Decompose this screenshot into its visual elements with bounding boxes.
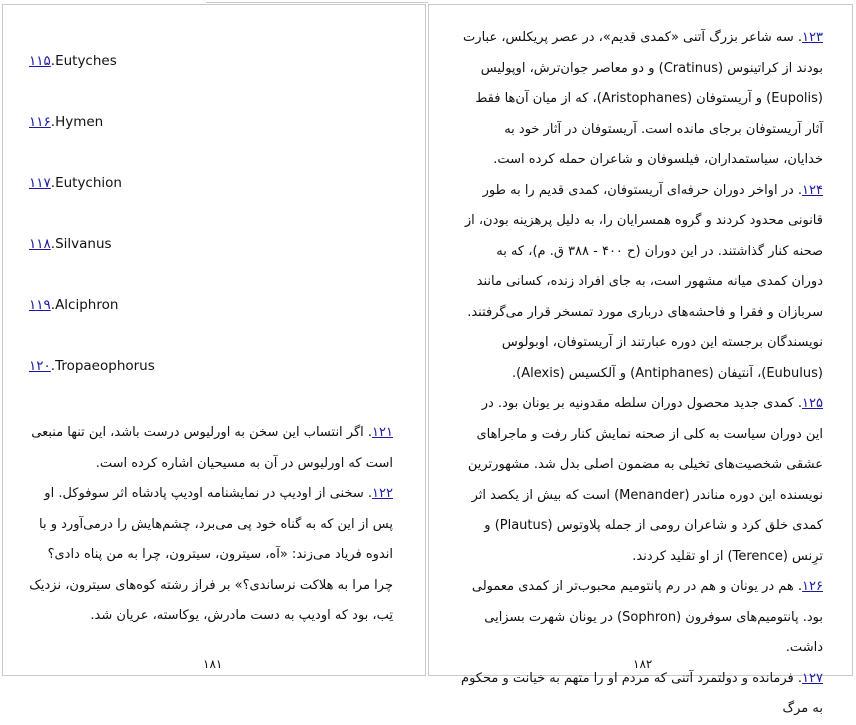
note-name: Tropaeophorus	[55, 358, 155, 374]
note-link[interactable]: ۱۲۳	[802, 30, 823, 45]
note-text: سه شاعر بزرگ آتنی «کمدی قدیم»، در عصر پریکلس، عبارت بودند از کراتینوس (Cratinus) و دو معاصر جوان‌ترش، اوپولیس (Eupolis) و آریستوفان (Aristophanes)، که از میان آن‌ها فقط آثار آریستوفان برجای مانده است. آریستوفان در آثار خود به خدایان، سیاستمداران، فیلسوفان و شاعران حمله کرده است.	[463, 30, 823, 167]
note-124: ۱۲۴. در اواخر دوران حرفه‌ای آریستوفان، کمدی قدیم را به طور قانونی محدود کردند و گروه همسرایان را، به دلیل پرهزینه بودن، از صحنه کنار گذاشتند. در این دوران (ح ۴۰۰ - ۳۸۸ ق. م)، که به دوران کمدی میانه مشهور است، به جای افراد زنده، کسانی مانند سربازان و فقرا و فاحشه‌های درباری مورد تمسخر قرار می‌گرفتند. نویسندگان برجسته این دوره عبارتند از آریستوفان، اوبولوس (Eubulus)، آنتیفان (Antiphanes) و آلکسیس (Alexis).	[464, 182, 823, 381]
name-note-117: ۱۱۷.Eutychion	[29, 175, 122, 191]
note-link[interactable]: ۱۱۶	[29, 114, 51, 130]
note-link[interactable]: ۱۲۱	[372, 425, 393, 440]
note-123: ۱۲۳. سه شاعر بزرگ آتنی «کمدی قدیم»، در عصر پریکلس، عبارت بودند از کراتینوس (Cratinus) و دو معاصر جوان‌ترش، اوپولیس (Eupolis) و آریستوفان (Aristophanes)، که از میان آن‌ها فقط آثار آریستوفان برجای مانده است. آریستوفان در آثار خود به خدایان، سیاستمداران، فیلسوفان و شاعران حمله کرده است.	[463, 30, 823, 167]
name-note-120: ۱۲۰.Tropaeophorus	[29, 358, 155, 374]
note-name: Alciphron	[55, 297, 119, 313]
name-note-118: ۱۱۸.Silvanus	[29, 236, 112, 252]
note-text: اگر انتساب این سخن به اورلیوس درست باشد، این تنها منبعی است که اورلیوس در آن به مسیحیان اشاره کرده است.	[31, 425, 393, 471]
note-name: Hymen	[55, 114, 104, 130]
note-121: ۱۲۱. اگر انتساب این سخن به اورلیوس درست باشد، این تنها منبعی است که اورلیوس در آن به مسیحیان اشاره کرده است.	[31, 425, 393, 471]
note-name: Eutychion	[55, 175, 122, 191]
note-text: کمدی جدید محصول دوران سلطه مقدونیه بر یونان بود. در این دوران سیاست به کلی از صحنه نمایش کنار رفت و ماجراهای عشقی شخصیت‌های تخیلی به مضمون اصلی بدل شد. مشهورترین نویسنده این دوره مناندر (Menander) است که بیش از یکصد اثر کمدی خلق کرد و شاعران رومی از جمله پلاوتوس (Plautus) و ترِنس (Terence) از او تقلید کردند.	[467, 396, 823, 564]
note-link[interactable]: ۱۲۰	[29, 358, 51, 374]
note-link[interactable]: ۱۲۷	[802, 670, 823, 686]
note-125: ۱۲۵. کمدی جدید محصول دوران سلطه مقدونیه بر یونان بود. در این دوران سیاست به کلی از صحنه نمایش کنار رفت و ماجراهای عشقی شخصیت‌های تخیلی به مضمون اصلی بدل شد. مشهورترین نویسنده این دوره مناندر (Menander) است که بیش از یکصد اثر کمدی خلق کرد و شاعران رومی از جمله پلاوتوس (Plautus) و ترِنس (Terence) از او تقلید کردند.	[467, 396, 823, 564]
note-link[interactable]: ۱۱۹	[29, 297, 51, 313]
left-notes	[29, 418, 393, 632]
note-link[interactable]: ۱۲۶	[802, 579, 823, 594]
note-link[interactable]: ۱۱۷	[29, 175, 51, 191]
note-name: Silvanus	[55, 236, 112, 252]
name-note-115: ۱۱۵.Eutyches	[29, 53, 117, 69]
note-text: در اواخر دوران حرفه‌ای آریستوفان، کمدی قدیم را به طور قانونی محدود کردند و گروه همسرایان را، به دلیل پرهزینه بودن، از صحنه کنار گذاشتند. در این دوران (ح ۴۰۰ - ۳۸۸ ق. م)، که به دوران کمدی میانه مشهور است، به جای افراد زنده، کسانی مانند سربازان و فقرا و فاحشه‌های درباری مورد تمسخر قرار می‌گرفتند. نویسندگان برجسته این دوره عبارتند از آریستوفان، اوبولوس (Eubulus)، آنتیفان (Antiphanes) و آلکسیس (Alexis).	[464, 182, 823, 381]
top-border-line	[206, 2, 428, 3]
note-link[interactable]: ۱۲۵	[802, 396, 823, 411]
note-link[interactable]: ۱۱۸	[29, 236, 51, 252]
note-link[interactable]: ۱۲۲	[372, 486, 393, 501]
page-number: ۱۸۱	[203, 657, 223, 671]
right-page	[428, 4, 853, 716]
note-link[interactable]: ۱۱۵	[29, 53, 51, 69]
note-name: Eutyches	[55, 53, 117, 69]
right-notes	[461, 23, 823, 725]
note-127: ۱۲۷. فرمانده و دولتمرد آتنی که مردم او را متهم به خیانت و محکوم به مرگ	[461, 670, 823, 716]
note-text: فرمانده و دولتمرد آتنی که مردم او را متهم به خیانت و محکوم به مرگ	[461, 670, 823, 716]
note-122: ۱۲۲. سخنی از اودیپ در نمایشنامه اودیپ پادشاه اثر سوفوکل. او پس از این که به گناه خود پی می‌برد، چشم‌هایش را درمی‌آورد و با اندوه فریاد می‌زند: «آه، سیترون، سیترون، چرا به من پناه دادی؟ چرا مرا به هلاکت نرساندی؟» بر فراز رشته کوه‌های سیترون، نزدیک تِب، بود که اودیپ به دست مادرش، یوکاسته، عریان شد.	[29, 486, 393, 623]
note-text: سخنی از اودیپ در نمایشنامه اودیپ پادشاه اثر سوفوکل. او پس از این که به گناه خود پی می‌برد، چشم‌هایش را درمی‌آورد و با اندوه فریاد می‌زند: «آه، سیترون، سیترون، چرا به من پناه دادی؟ چرا مرا به هلاکت نرساندی؟» بر فراز رشته کوه‌های سیترون، نزدیک تِب، بود که اودیپ به دست مادرش، یوکاسته، عریان شد.	[29, 486, 393, 623]
page-number: ۱۸۲	[633, 657, 653, 671]
note-text: هم در یونان و هم در رم پانتومیم محبوب‌تر از کمدی معمولی بود. پانتومیم‌های سوفرون (Sophron) در یونان شهرت بسزایی داشت.	[471, 579, 823, 655]
note-126: ۱۲۶. هم در یونان و هم در رم پانتومیم محبوب‌تر از کمدی معمولی بود. پانتومیم‌های سوفرون (Sophron) در یونان شهرت بسزایی داشت.	[471, 579, 823, 655]
name-note-116: ۱۱۶.Hymen	[29, 114, 104, 130]
left-page	[2, 4, 426, 676]
note-link[interactable]: ۱۲۴	[802, 182, 823, 198]
name-note-119: ۱۱۹.Alciphron	[29, 297, 119, 313]
